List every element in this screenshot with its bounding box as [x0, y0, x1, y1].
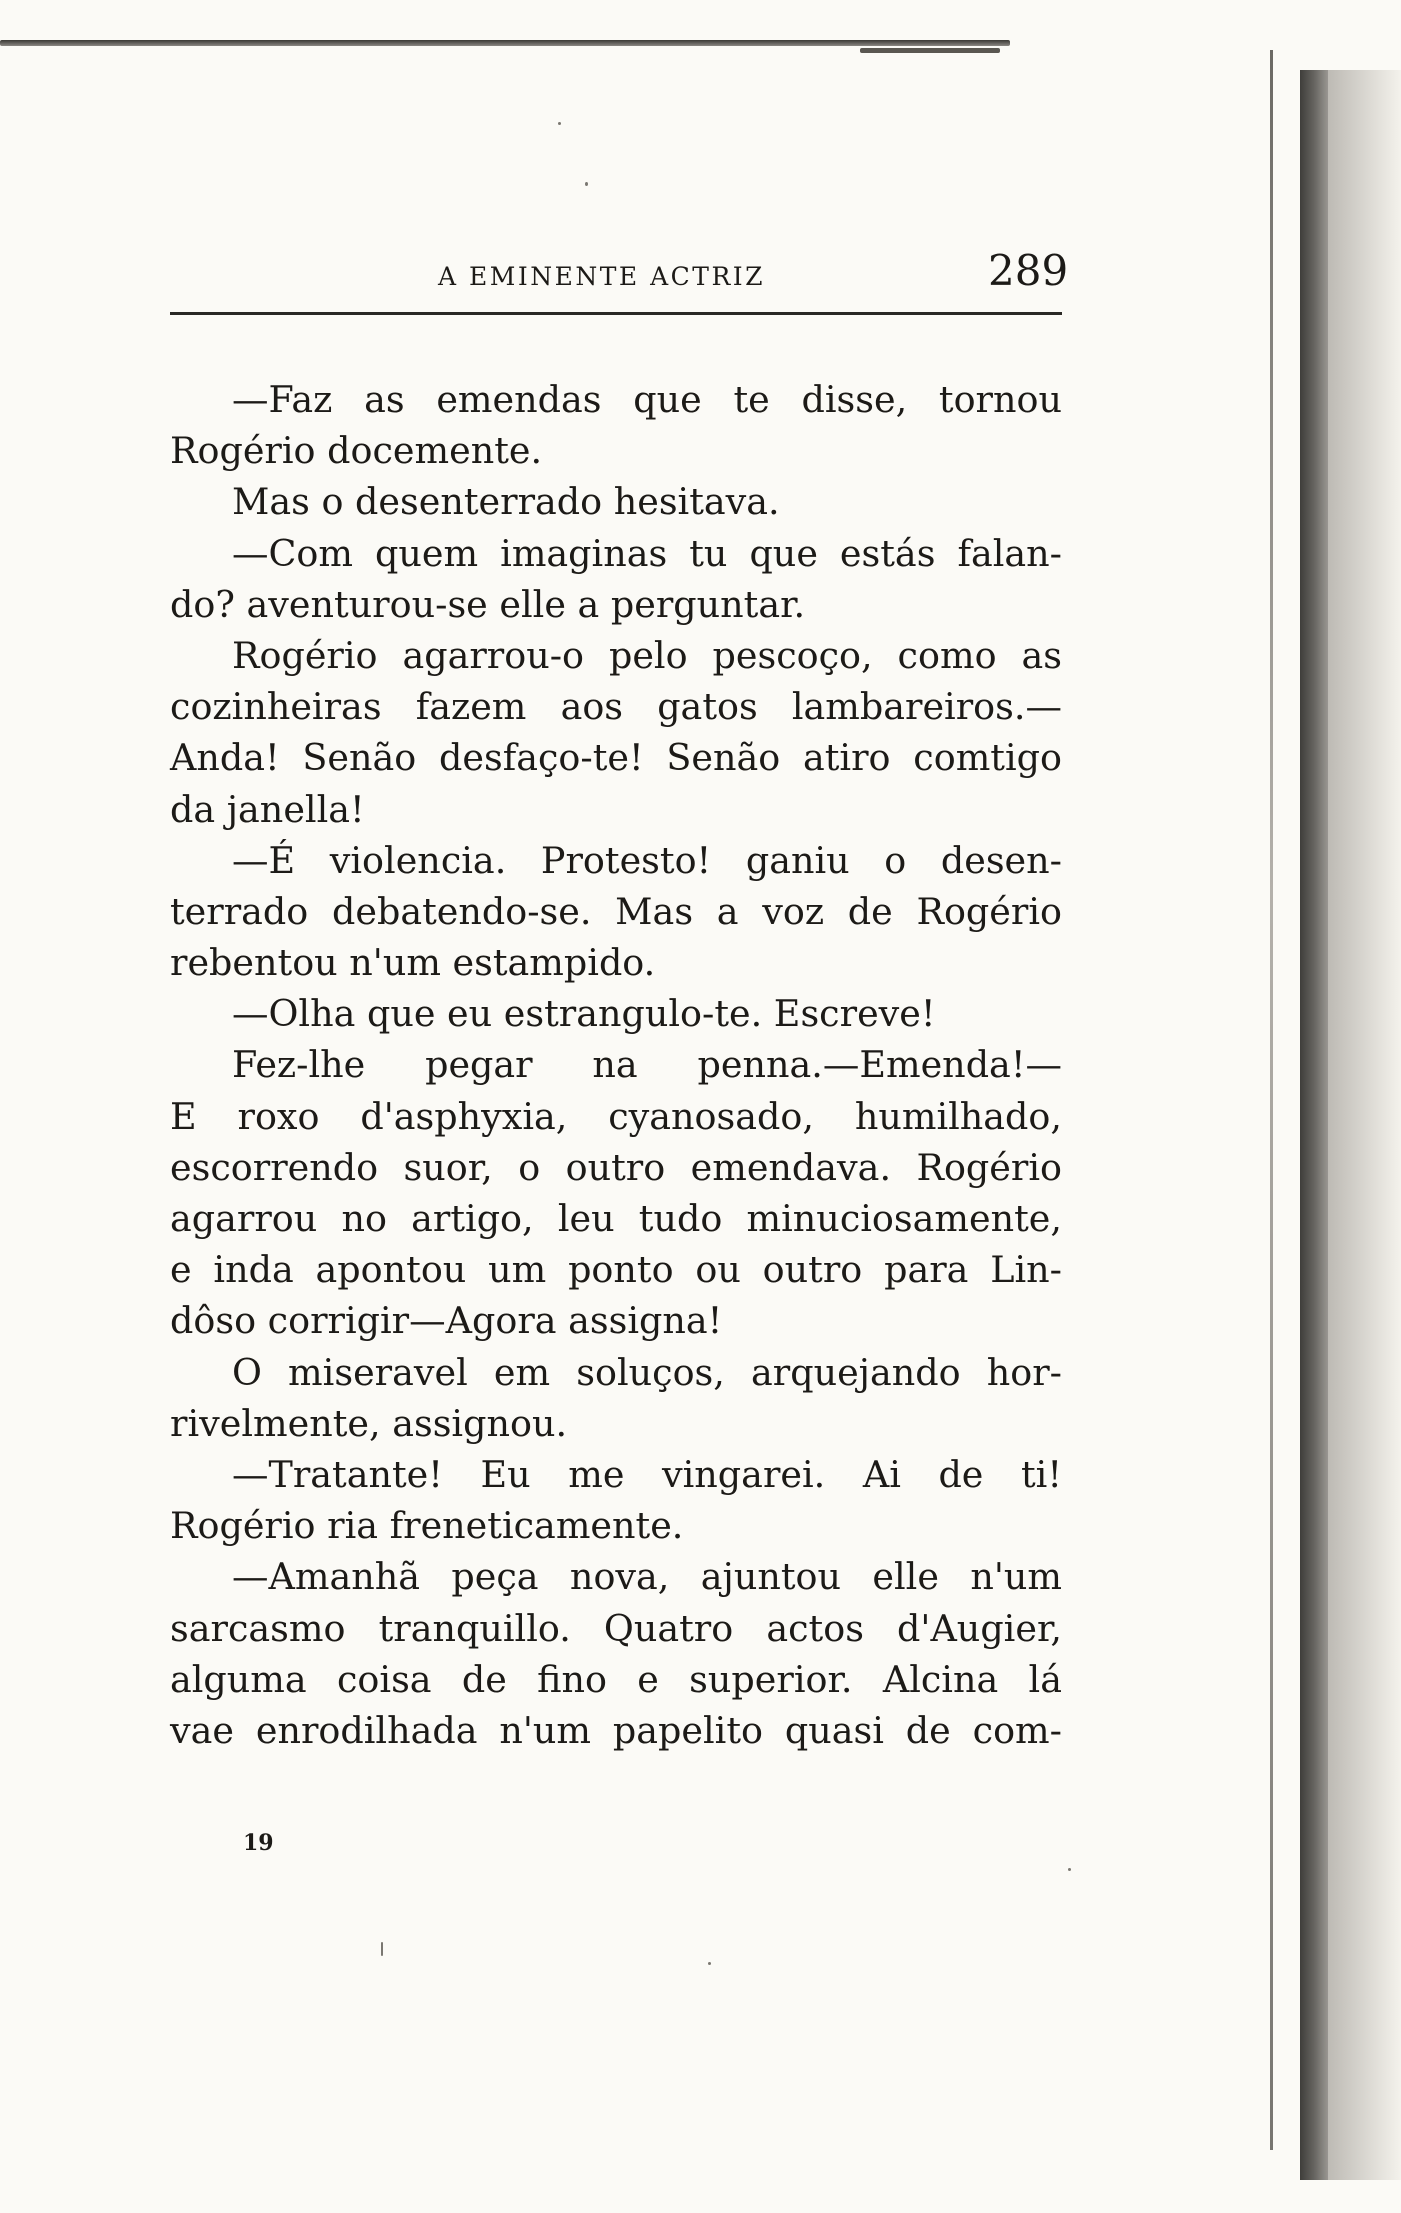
text-line: —Olha que eu estrangulo-te. Escreve!	[232, 992, 936, 1036]
scan-binding-shadow	[1300, 70, 1328, 2180]
text-line: rebentou n'um estampido.	[170, 941, 656, 985]
text-line: vae enrodilhada n'um papelito quasi de com-	[170, 1708, 1062, 1752]
text-line: Fez-lhe pegar na penna.—Emenda!—	[232, 1043, 1062, 1087]
text-line: terrado debatendo-se. Mas a voz de Rogério	[170, 889, 1062, 933]
scan-speck	[381, 1942, 383, 1956]
text-line: rivelmente, assignou.	[170, 1401, 568, 1445]
scan-top-edge-shadow	[860, 48, 1000, 53]
text-line: Mas o desenterrado hesitava.	[232, 480, 780, 524]
text-line: do? aventurou-se elle a perguntar.	[170, 582, 806, 626]
text-line: Rogério docemente.	[170, 429, 543, 473]
text-line: O miseravel em soluços, arquejando hor-	[232, 1350, 1062, 1394]
text-line: Rogério agarrou-o pelo pescoço, como as	[232, 633, 1062, 677]
body-text	[170, 374, 1062, 1756]
text-line: cozinheiras fazem aos gatos lambareiros.—	[170, 685, 1062, 729]
text-line: dôso corrigir—Agora assigna!	[170, 1299, 723, 1343]
text-line: E roxo d'asphyxia, cyanosado, humilhado,	[170, 1094, 1062, 1138]
text-line: —Tratante! Eu me vingarei. Ai de ti!	[232, 1452, 1062, 1496]
text-line: escorrendo suor, o outro emendava. Rogério	[170, 1145, 1062, 1189]
text-line: —Amanhã peça nova, ajuntou elle n'um	[232, 1555, 1062, 1599]
text-line: agarrou no artigo, leu tudo minuciosamente,	[170, 1197, 1062, 1240]
text-line: sarcasmo tranquillo. Quatro actos d'Augier,	[170, 1606, 1062, 1650]
scan-top-edge	[0, 40, 1010, 46]
scan-speck	[1068, 1868, 1071, 1871]
page-number: 289	[988, 246, 1069, 295]
running-title: A EMINENTE ACTRIZ	[438, 262, 766, 291]
scan-binding-fade	[1328, 70, 1401, 2180]
text-line: —É violencia. Protesto! ganiu o desen-	[232, 838, 1062, 882]
text-line: alguma coisa de fino e superior. Alcina lá	[170, 1657, 1062, 1701]
text-line: e inda apontou um ponto ou outro para Lin-	[170, 1248, 1062, 1292]
scan-right-edge-line	[1270, 50, 1273, 2150]
signature-mark: 19	[243, 1830, 274, 1856]
text-line: Anda! Senão desfaço-te! Senão atiro comtigo	[170, 736, 1062, 780]
scan-speck	[585, 182, 588, 186]
text-line: —Com quem imaginas tu que estás falan-	[232, 531, 1062, 575]
scan-speck	[708, 1962, 711, 1965]
text-line: da janella!	[170, 787, 365, 831]
text-line: Rogério ria freneticamente.	[170, 1504, 684, 1548]
header-rule	[170, 312, 1062, 315]
text-line: —Faz as emendas que te disse, tornou	[232, 378, 1062, 421]
scan-speck	[558, 122, 561, 125]
